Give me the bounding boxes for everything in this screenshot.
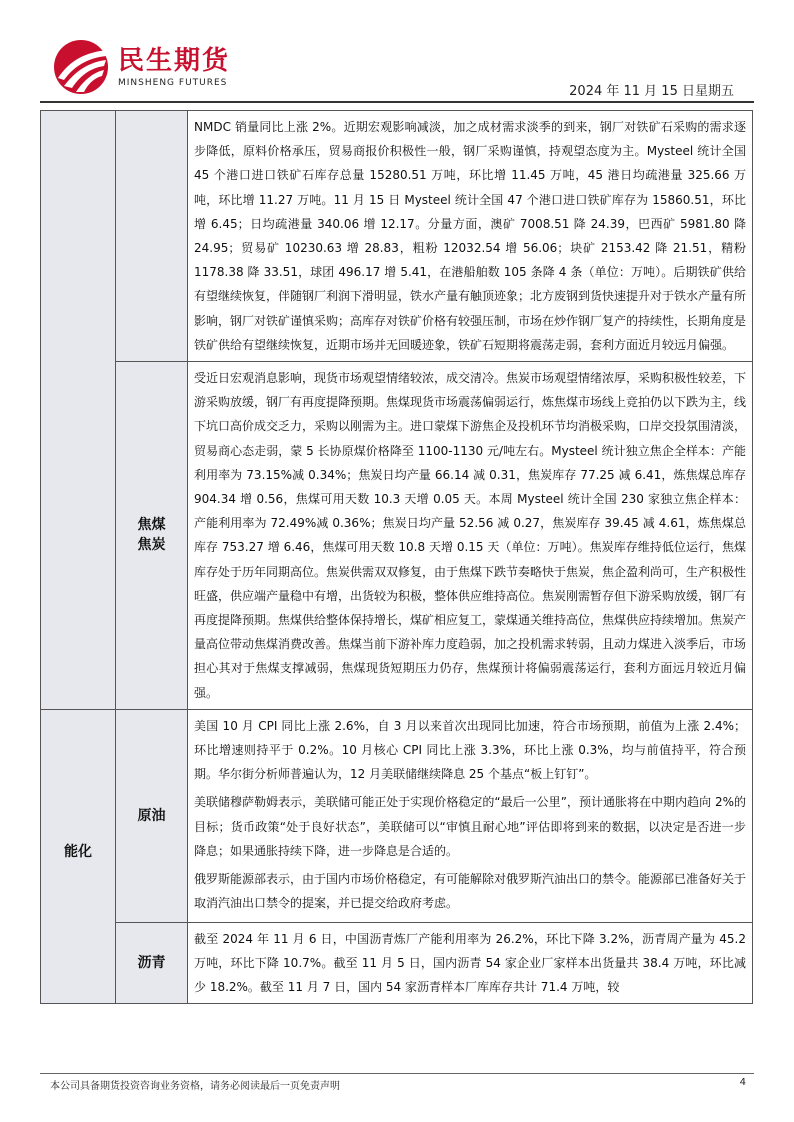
coking-commentary — [188, 362, 753, 710]
iron-ore-text: NMDC 销量同比上涨 2%。近期宏观影响减淡，加之成材需求淡季的到来，钢厂对铁矿石采购的需求逐步降低，原料价格承压，贸易商报价积极性一般，钢厂采购谨慎，持观望态度为主。Mysteel 统计全国 45 个港口进口铁矿石库存总量 15280.51 万吨，环比增 11.45 万吨，45 港日均疏港量 325.66 万吨，环比增 11.27 万吨。11 月 15 日 Mysteel 统计全国 47 个港口进口铁矿库存为 15860.51，环比增 6.45；日均疏港量 340.06 增 12.17。分量方面，澳矿 7008.51 降 24.39，巴西矿 5981.80 降 24.95；贸易矿 10230.63 增 28.83，粗粉 12032.54 增 56.06；块矿 2153.42 降 21.51，精粉 1178.38 降 33.51，球团 496.17 增 5.41，在港船舶数 105 条降 4 条（单位：万吨）。后期铁矿供给有望继续恢复，伴随钢厂利润下滑明显，铁水产量有触顶迹象；北方废钢到货快速提升对于铁水产量有所影响，钢厂对铁矿谨慎采购；高库存对铁矿价格有较强压制，市场在炒作钢厂复产的持续性，长期角度是铁矿供给有望继续恢复，近期市场并无回暖迹象，铁矿石短期将震荡走弱，套利方面近月较远月偏强。 — [194, 120, 747, 352]
product-cell-asphalt — [116, 922, 188, 1004]
commodity-analysis-table — [40, 110, 753, 1004]
iron-ore-commentary — [188, 111, 753, 362]
crude-oil-commentary — [188, 709, 753, 922]
sector-label: 能化 — [64, 843, 92, 860]
table-row-crude-oil — [41, 709, 753, 922]
asphalt-text: 截至 2024 年 11 月 6 日，中国沥青炼厂产能利用率为 26.2%，环比下降 3.2%，沥青周产量为 45.2 万吨，环比下降 10.7%。截至 11 月 5 日，国内沥青 54 家企业厂家样本出货量共 38.4 万吨，环比减少 18.2%。截至 11 月 7 日，国内 54 家沥青样本厂库库存共计 71.4 万吨，较 — [194, 931, 746, 994]
company-name-en: MINSHENG FUTURES — [118, 78, 228, 88]
footer-divider — [40, 1073, 754, 1074]
page-header — [0, 0, 794, 102]
crude-oil-paragraph: 美联储穆萨勒姆表示，美联储可能正处于实现价格稳定的“最后一公里”，预计通胀将在中期内趋向 2%的目标；货币政策“处于良好状态”，美联储可以“审慎且耐心地”评估即将到来的数据，以决定是否进一步降息；如果通胀持续下降，进一步降息是合适的。 — [194, 795, 746, 858]
asphalt-commentary — [188, 922, 753, 1004]
product-label-asphalt: 沥青 — [137, 954, 166, 971]
table-row-iron-ore — [41, 111, 753, 362]
product-label-coking-coal: 焦煤 — [137, 517, 166, 534]
product-cell-crude-oil — [116, 709, 188, 922]
product-label-coke: 焦炭 — [137, 537, 166, 554]
coking-text: 受近日宏观消息影响，现货市场观望情绪较浓，成交清冷。焦炭市场观望情绪浓厚，采购积极性较差，下游采购放缓，钢厂有再度提降预期。焦煤现货市场震荡偏弱运行，炼焦煤市场线上竞拍仍以下跌为主，线下坑口高价成交乏力，采购以刚需为主。进口蒙煤下游焦企及投机环节均消极采购，口岸交投氛围清淡，贸易商心态走弱，蒙 5 长协原煤价格降至 1100-1130 元/吨左右。Mysteel 统计独立焦企全样本：产能利用率为 73.15%减 0.34%；焦炭日均产量 66.14 减 0.31，焦炭库存 77.25 减 6.41，炼焦煤总库存 904.34 增 0.56，焦煤可用天数 10.3 天增 0.05 天。本周 Mysteel 统计全国 230 家独立焦企样本：产能利用率为 72.49%减 0.36%；焦炭日均产量 52.56 减 0.27，焦炭库存 39.45 减 4.61，炼焦煤总库存 753.27 增 6.46，焦煤可用天数 10.8 天增 0.15 天（单位：万吨）。焦炭库存维持低位运行，焦煤库存处于历年同期高位。焦炭供需双双修复，由于焦煤下跌节奏略快于焦炭，焦企盈利尚可，生产积极性旺盛，供应端产量稳中有增，出货较为积极，整体供应维持高位。焦炭刚需暂存但下游采购放缓，钢厂有再度提降预期。焦煤供给整体保持增长，煤矿相应复工，蒙煤通关维持高位，焦煤供应持续增加。焦炭产量高位带动焦煤消费改善。焦煤当前下游补库力度趋弱，加之投机需求转弱，且动力煤进入淡季后，市场担心其对于焦煤支撑减弱，焦煤现货短期压力仍存，焦煤预计将偏弱震荡运行，套利方面远月较近月偏强。 — [194, 371, 747, 700]
product-cell-coking — [116, 362, 188, 710]
table-row-coking — [41, 362, 753, 710]
minsheng-logo-icon — [50, 38, 112, 96]
crude-oil-paragraph: 美国 10 月 CPI 同比上涨 2.6%，自 3 月以来首次出现同比加速，符合市场预期，前值为上涨 2.4%；环比增速则持平于 0.2%。10 月核心 CPI 同比上涨 3.3%，环比上涨 0.3%，均与前值持平，符合预期。华尔街分析师普遍认为，12 月美联储继续降息 25 个基点“板上钉钉”。 — [194, 718, 746, 782]
header-divider — [40, 101, 754, 103]
sector-cell-black — [41, 111, 116, 710]
table-row-asphalt — [41, 922, 753, 1004]
sector-cell-energy-chem — [41, 709, 116, 1003]
company-name-cn: 民生期货 — [118, 46, 231, 76]
report-date: 2024 年 11 月 15 日星期五 — [569, 84, 734, 99]
crude-oil-paragraph: 俄罗斯能源部表示，由于国内市场价格稳定，有可能解除对俄罗斯汽油出口的禁令。能源部已准备好关于取消汽油出口禁令的提案，并已提交给政府考虑。 — [194, 872, 747, 911]
page-number: 4 — [739, 1077, 746, 1088]
product-cell-iron-ore — [116, 111, 188, 362]
footer-disclaimer: 本公司具备期货投资咨询业务资格，请务必阅读最后一页免责声明 — [50, 1081, 340, 1092]
product-label-crude-oil: 原油 — [137, 807, 166, 824]
